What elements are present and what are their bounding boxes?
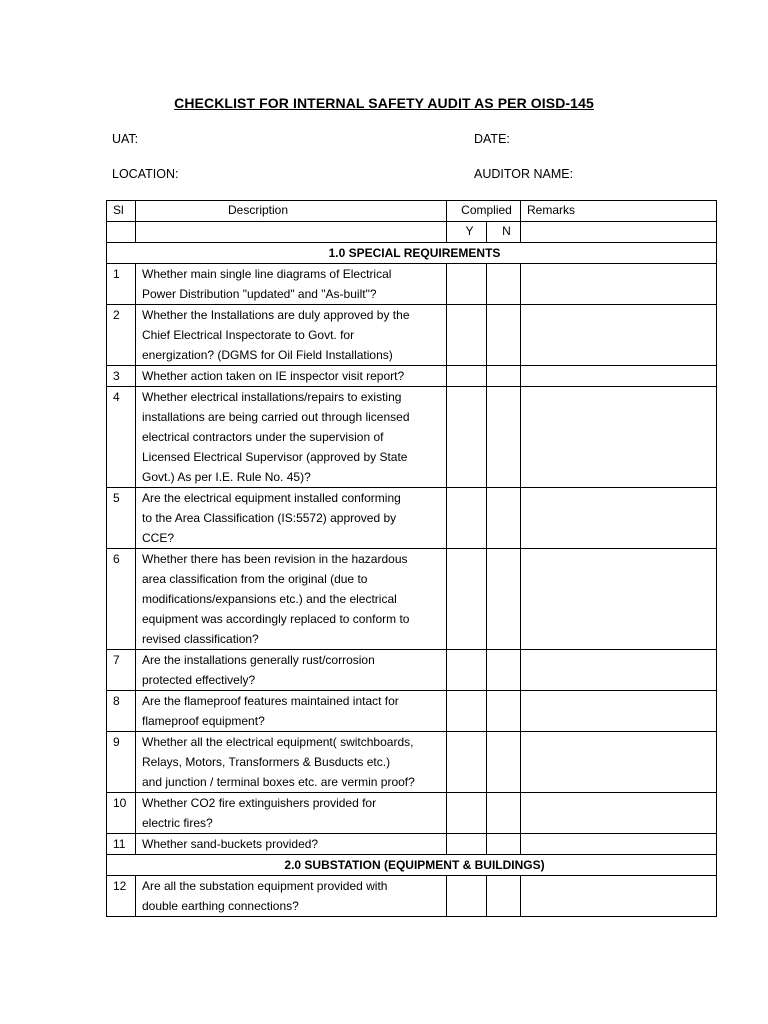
section-heading: 1.0 SPECIAL REQUIREMENTS xyxy=(107,243,717,264)
row-description xyxy=(136,793,447,834)
checklist-row xyxy=(107,264,717,305)
complied-no-cell[interactable] xyxy=(487,732,521,793)
row-serial-number: 3 xyxy=(107,366,136,387)
row-serial-number: 9 xyxy=(107,732,136,793)
description-line: Whether there has been revision in the hazardous xyxy=(142,552,408,566)
row-serial-number: 12 xyxy=(107,876,136,917)
checklist-row xyxy=(107,876,717,917)
description-line: double earthing connections? xyxy=(142,899,299,913)
row-serial-number: 7 xyxy=(107,650,136,691)
uat-label: UAT: xyxy=(112,132,139,146)
row-description xyxy=(136,305,447,366)
description-line: area classification from the original (due to xyxy=(142,572,368,586)
remarks-cell[interactable] xyxy=(521,366,717,387)
description-line: revised classification? xyxy=(142,632,259,646)
complied-yes-cell[interactable] xyxy=(447,366,487,387)
description-line: Are the installations generally rust/corrosion xyxy=(142,653,375,667)
header-sl: Sl xyxy=(107,201,136,222)
remarks-cell[interactable] xyxy=(521,834,717,855)
header-row xyxy=(107,201,717,222)
subheader-remarks-blank xyxy=(521,222,717,243)
complied-yes-cell[interactable] xyxy=(447,793,487,834)
remarks-cell[interactable] xyxy=(521,732,717,793)
description-line: Whether action taken on IE inspector visit report? xyxy=(142,369,405,383)
description-line: Are the flameproof features maintained intact for xyxy=(142,694,399,708)
section-heading-row xyxy=(107,855,717,876)
complied-no-cell[interactable] xyxy=(487,691,521,732)
row-serial-number: 8 xyxy=(107,691,136,732)
description-line: installations are being carried out through licensed xyxy=(142,410,410,424)
row-serial-number: 6 xyxy=(107,549,136,650)
row-description xyxy=(136,834,447,855)
description-line: CCE? xyxy=(142,531,175,545)
complied-no-cell[interactable] xyxy=(487,305,521,366)
checklist-row xyxy=(107,305,717,366)
remarks-cell[interactable] xyxy=(521,650,717,691)
header-n: N xyxy=(487,222,521,243)
description-line: Power Distribution "updated" and "As-built"? xyxy=(142,287,377,301)
description-line: Govt.) As per I.E. Rule No. 45)? xyxy=(142,470,311,484)
row-description xyxy=(136,876,447,917)
complied-yes-cell[interactable] xyxy=(447,488,487,549)
complied-no-cell[interactable] xyxy=(487,488,521,549)
row-serial-number: 10 xyxy=(107,793,136,834)
description-line: Licensed Electrical Supervisor (approved by State xyxy=(142,450,408,464)
row-description xyxy=(136,387,447,488)
description-line: Whether all the electrical equipment( switchboards, xyxy=(142,735,414,749)
remarks-cell[interactable] xyxy=(521,488,717,549)
row-serial-number: 5 xyxy=(107,488,136,549)
row-serial-number: 1 xyxy=(107,264,136,305)
auditor-name-label: AUDITOR NAME: xyxy=(474,167,574,181)
checklist-row xyxy=(107,691,717,732)
header-remarks: Remarks xyxy=(521,201,717,222)
complied-yes-cell[interactable] xyxy=(447,834,487,855)
location-label: LOCATION: xyxy=(112,167,179,181)
complied-no-cell[interactable] xyxy=(487,793,521,834)
row-serial-number: 4 xyxy=(107,387,136,488)
checklist-row xyxy=(107,650,717,691)
description-line: to the Area Classification (IS:5572) approved by xyxy=(142,511,397,525)
checklist-row xyxy=(107,793,717,834)
checklist-row xyxy=(107,488,717,549)
date-label: DATE: xyxy=(474,132,510,146)
complied-no-cell[interactable] xyxy=(487,834,521,855)
complied-yes-cell[interactable] xyxy=(447,650,487,691)
description-line: equipment was accordingly replaced to conform to xyxy=(142,612,410,626)
complied-yes-cell[interactable] xyxy=(447,549,487,650)
checklist-row xyxy=(107,387,717,488)
description-line: Chief Electrical Inspectorate to Govt. for xyxy=(142,328,355,342)
description-line: Whether sand-buckets provided? xyxy=(142,837,319,851)
remarks-cell[interactable] xyxy=(521,876,717,917)
remarks-cell[interactable] xyxy=(521,793,717,834)
description-line: modifications/expansions etc.) and the electrical xyxy=(142,592,397,606)
row-description xyxy=(136,691,447,732)
description-line: Are all the substation equipment provided with xyxy=(142,879,388,893)
checklist-row xyxy=(107,732,717,793)
document-title: CHECKLIST FOR INTERNAL SAFETY AUDIT AS PER OISD-145 xyxy=(174,95,594,111)
description-line: Are the electrical equipment installed conforming xyxy=(142,491,401,505)
row-description xyxy=(136,650,447,691)
remarks-cell[interactable] xyxy=(521,549,717,650)
remarks-cell[interactable] xyxy=(521,264,717,305)
complied-yes-cell[interactable] xyxy=(447,305,487,366)
complied-yes-cell[interactable] xyxy=(447,264,487,305)
description-line: Whether the Installations are duly approved by the xyxy=(142,308,410,322)
row-description xyxy=(136,732,447,793)
row-description xyxy=(136,366,447,387)
checklist-table xyxy=(106,200,717,917)
complied-yes-cell[interactable] xyxy=(447,691,487,732)
subheader-sl-blank xyxy=(107,222,136,243)
row-description xyxy=(136,488,447,549)
checklist-row xyxy=(107,366,717,387)
section-heading: 2.0 SUBSTATION (EQUIPMENT & BUILDINGS) xyxy=(107,855,717,876)
description-line: energization? (DGMS for Oil Field Installations) xyxy=(142,348,393,362)
description-line: Whether main single line diagrams of Electrical xyxy=(142,267,392,281)
complied-no-cell[interactable] xyxy=(487,876,521,917)
remarks-cell[interactable] xyxy=(521,305,717,366)
complied-no-cell[interactable] xyxy=(487,549,521,650)
row-description xyxy=(136,264,447,305)
header-complied: Complied xyxy=(447,201,521,222)
row-serial-number: 2 xyxy=(107,305,136,366)
description-line: electrical contractors under the supervision of xyxy=(142,430,384,444)
checklist-row xyxy=(107,549,717,650)
checklist-row xyxy=(107,834,717,855)
description-line: Relays, Motors, Transformers & Busducts etc.) xyxy=(142,755,391,769)
subheader-description-blank xyxy=(136,222,447,243)
subheader-row xyxy=(107,222,717,243)
complied-no-cell[interactable] xyxy=(487,650,521,691)
complied-no-cell[interactable] xyxy=(487,387,521,488)
complied-yes-cell[interactable] xyxy=(447,387,487,488)
description-line: flameproof equipment? xyxy=(142,714,265,728)
description-line: Whether CO2 fire extinguishers provided for xyxy=(142,796,377,810)
description-line: Whether electrical installations/repairs to existing xyxy=(142,390,402,404)
remarks-cell[interactable] xyxy=(521,691,717,732)
complied-yes-cell[interactable] xyxy=(447,876,487,917)
description-line: protected effectively? xyxy=(142,673,256,687)
row-serial-number: 11 xyxy=(107,834,136,855)
description-line: electric fires? xyxy=(142,816,213,830)
header-y: Y xyxy=(447,222,487,243)
complied-no-cell[interactable] xyxy=(487,264,521,305)
header-description: Description xyxy=(136,201,447,222)
section-heading-row xyxy=(107,243,717,264)
remarks-cell[interactable] xyxy=(521,387,717,488)
row-description xyxy=(136,549,447,650)
complied-no-cell[interactable] xyxy=(487,366,521,387)
complied-yes-cell[interactable] xyxy=(447,732,487,793)
description-line: and junction / terminal boxes etc. are vermin proof? xyxy=(142,775,415,789)
